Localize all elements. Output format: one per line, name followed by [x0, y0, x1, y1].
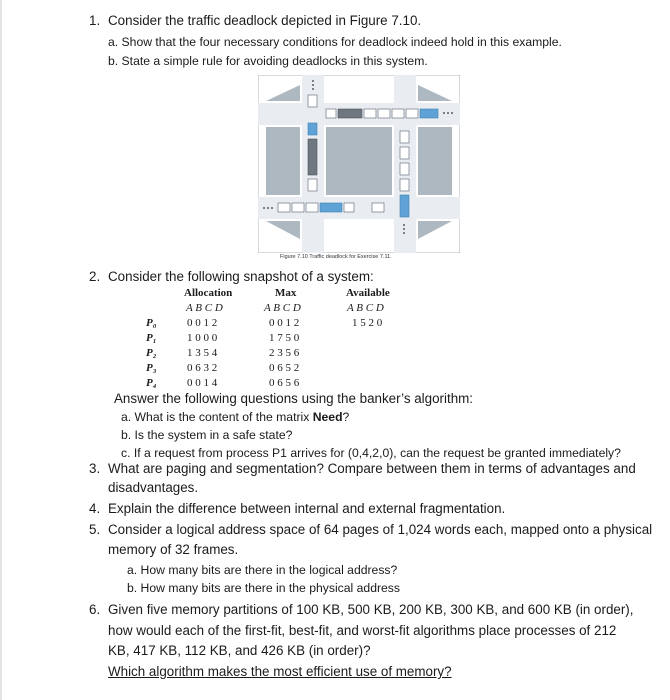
q5-line1: Consider a logical address space of 64 pages of 1,024 words each, mapped onto a physical — [108, 522, 653, 537]
q5-line2: memory of 32 frames. — [108, 542, 239, 557]
q1-text: Consider the traffic deadlock depicted in Figure 7.10. — [108, 13, 422, 28]
q1-part-b: b. State a simple rule for avoiding deadlocks in this system. — [108, 54, 428, 68]
q2-part-a: a. What is the content of the matrix Need? — [121, 410, 350, 424]
max-cell: 0 0 1 2 — [269, 317, 300, 329]
available-header: Available — [346, 287, 390, 299]
allocation-cell: 1 0 0 0 — [187, 332, 218, 344]
q6-number: 6. — [89, 602, 101, 617]
q2-number: 2. — [89, 269, 101, 284]
q6-line1: Given five memory partitions of 100 KB, 500 KB, 200 KB, 300 KB, and 600 KB (in order), — [108, 602, 634, 617]
q2-intro: Answer the following questions using the banker’s algorithm: — [114, 391, 474, 406]
allocation-cell: 1 3 5 4 — [187, 347, 218, 359]
max-cell: 0 6 5 6 — [269, 377, 300, 389]
available-subheader: A B C D — [347, 302, 384, 314]
figure-caption: Figure 7.10 Traffic deadlock for Exercise 7.11. — [280, 254, 392, 260]
process-label: P₁ — [146, 332, 157, 344]
allocation-header: Allocation — [184, 287, 233, 299]
traffic-deadlock-illustration — [258, 75, 460, 253]
process-label: P₀ — [146, 317, 157, 329]
q3-line1: What are paging and segmentation? Compare between them in terms of advantages and — [108, 461, 636, 476]
left-border — [0, 0, 2, 700]
q6-line2: how would each of the first-fit, best-fit, and worst-fit algorithms place processes of 212 — [108, 623, 617, 638]
q2-part-c: c. If a request from process P1 arrives for (0,4,2,0), can the request be granted immediately? — [121, 446, 621, 460]
allocation-subheader: A B C D — [186, 302, 223, 314]
available-value: 1 5 2 0 — [352, 317, 383, 329]
max-cell: 2 3 5 6 — [269, 347, 300, 359]
traffic-deadlock-figure — [258, 75, 460, 263]
q1-part-a: a. Show that the four necessary conditions for deadlock indeed hold in this example. — [108, 35, 562, 49]
q5-part-b: b. How many bits are there in the physical address — [127, 581, 400, 595]
max-cell: 0 6 5 2 — [269, 362, 300, 374]
process-label: P₄ — [146, 377, 157, 389]
process-label: P₂ — [146, 347, 157, 359]
max-subheader: A B C D — [264, 302, 301, 314]
q2-part-b: b. Is the system in a safe state? — [121, 428, 293, 442]
q4-number: 4. — [89, 501, 101, 516]
allocation-cell: 0 0 1 4 — [187, 377, 218, 389]
q5-part-a: a. How many bits are there in the logical address? — [127, 563, 398, 577]
q6-line3: KB, 417 KB, 112 KB, and 426 KB (in order)? — [108, 643, 371, 658]
q1-number: 1. — [89, 13, 101, 28]
process-label: P₃ — [146, 362, 157, 374]
allocation-cell: 0 0 1 2 — [187, 317, 218, 329]
allocation-cell: 0 6 3 2 — [187, 362, 218, 374]
q5-number: 5. — [89, 522, 101, 537]
q4-text: Explain the difference between internal and external fragmentation. — [108, 501, 506, 516]
max-cell: 1 7 5 0 — [269, 332, 300, 344]
q2-text: Consider the following snapshot of a system: — [108, 269, 374, 284]
max-header: Max — [275, 287, 297, 299]
q6-line4: Which algorithm makes the most efficient use of memory? — [108, 664, 452, 679]
q3-line2: disadvantages. — [108, 480, 199, 495]
q3-number: 3. — [89, 461, 101, 476]
